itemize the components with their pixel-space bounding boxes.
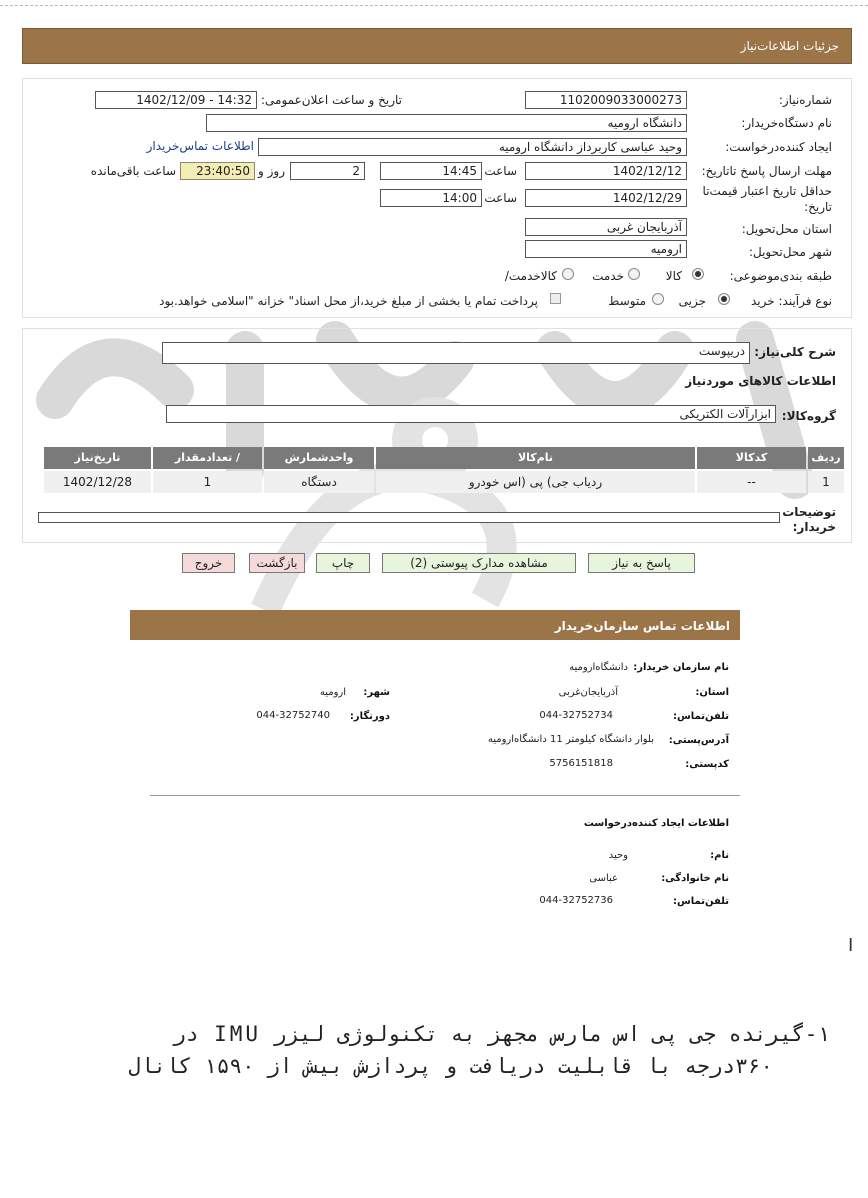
view-attachments-button[interactable]: مشاهده مدارک پیوستی (2) bbox=[382, 553, 576, 573]
province-label: استان محل‌تحویل: bbox=[741, 222, 832, 236]
creator-section-title: اطلاعات ایجاد کننده‌درخواست bbox=[583, 818, 729, 829]
creator-name-label: نام: bbox=[710, 850, 729, 861]
buyer-notes-label-2: خریدار: bbox=[792, 520, 836, 534]
category-option-goods: کالا bbox=[665, 269, 682, 283]
creator-family-value: عباسی bbox=[589, 873, 618, 884]
contact-divider bbox=[150, 795, 740, 796]
process-radio-minor[interactable] bbox=[718, 293, 730, 305]
buyer-org-field: دانشگاه ارومیه bbox=[206, 114, 687, 132]
category-label: طبقه بندی‌موضوعی: bbox=[729, 269, 832, 283]
text-cursor-icon: I bbox=[848, 935, 854, 956]
treasury-payment-checkbox[interactable] bbox=[550, 293, 561, 304]
table-cell-code: -- bbox=[697, 471, 806, 493]
table-cell-name: ردیاب جی) پی (اس خودرو bbox=[376, 471, 695, 493]
contact-province-label: استان: bbox=[695, 687, 729, 698]
validity-time-field: 14:00 bbox=[380, 189, 482, 207]
creator-label: ایجاد کننده‌درخواست: bbox=[725, 140, 832, 154]
buyer-notes-field bbox=[38, 512, 780, 523]
validity-date-field: 1402/12/29 bbox=[525, 189, 687, 207]
category-radio-goods-service[interactable] bbox=[562, 268, 574, 280]
need-description-label: شرح کلی‌نیاز: bbox=[754, 345, 836, 359]
buyer-contact-link[interactable]: اطلاعات تماس‌خریدار bbox=[146, 139, 254, 153]
top-divider bbox=[0, 5, 868, 6]
table-cell-qty: 1 bbox=[153, 471, 262, 493]
header-bar bbox=[22, 28, 852, 64]
province-field: آذربایجان غربی bbox=[525, 218, 687, 236]
goods-group-field: ابزارآلات الکتریکی bbox=[166, 405, 776, 423]
table-cell-date: 1402/12/28 bbox=[44, 471, 151, 493]
creator-phone-value: 044-32752736 bbox=[539, 895, 613, 906]
contact-city-value: ارومیه bbox=[319, 687, 346, 698]
contact-city-label: شهر: bbox=[363, 687, 390, 698]
goods-group-label: گروه‌کالا: bbox=[781, 409, 836, 423]
remaining-time-field: 23:40:50 bbox=[180, 162, 255, 180]
category-radio-goods[interactable] bbox=[692, 268, 704, 280]
table-header-unit: واحدشمارش bbox=[264, 447, 374, 469]
contact-header-bar bbox=[130, 610, 740, 640]
treasury-payment-note: پرداخت تمام یا بخشی از مبلغ خرید،از محل اسناد" خزانه "اسلامی خواهد.بود bbox=[159, 294, 538, 308]
table-header-date: تاریخ‌نیاز bbox=[44, 447, 151, 469]
validity-hour-label: ساعت bbox=[484, 191, 517, 205]
process-option-medium: متوسط bbox=[608, 294, 646, 308]
table-cell-row-num: 1 bbox=[808, 471, 844, 493]
announce-field: 1402/12/09 - 14:32 bbox=[95, 91, 257, 109]
attachment-text-line-2: ۳۶۰درجه با قابلیت دریافت و پردازش بیش از ۱۵۹۰ کانال bbox=[128, 1054, 773, 1078]
city-label: شهر محل‌تحویل: bbox=[748, 245, 832, 259]
table-header-row-num: ردیف bbox=[808, 447, 844, 469]
back-button[interactable]: بازگشت bbox=[249, 553, 305, 573]
need-number-field: 1102009033000273 bbox=[525, 91, 687, 109]
goods-section-title: اطلاعات کالاهای موردنیاز bbox=[685, 374, 836, 388]
address-value: بلوار دانشگاه کیلومتر 11 دانشگاه‌ارومیه bbox=[487, 734, 654, 745]
deadline-date-field: 1402/12/12 bbox=[525, 162, 687, 180]
process-radio-medium[interactable] bbox=[652, 293, 664, 305]
creator-family-label: نام خانوادگی: bbox=[661, 873, 729, 884]
need-description-field: دریپوست bbox=[162, 342, 750, 364]
postal-code-label: کدپستی: bbox=[685, 759, 729, 770]
category-option-goods-service: کالا‌خدمت/ bbox=[504, 269, 557, 283]
contact-province-value: آذربایجان‌غربی bbox=[558, 687, 618, 698]
need-number-label: شماره‌نیاز: bbox=[778, 93, 832, 107]
attachment-text-line-1: ۱-گیرنده جی پی اس مارس مجهز به تکنولوژی لیزر IMU در bbox=[173, 1022, 830, 1046]
days-field: 2 bbox=[290, 162, 365, 180]
exit-button[interactable]: خروج bbox=[182, 553, 235, 573]
deadline-label: مهلت ارسال پاسخ تا‌تاریخ: bbox=[701, 164, 832, 178]
page-title: جزئیات اطلاعات‌نیاز bbox=[740, 39, 839, 53]
postal-code-value: 5756151818 bbox=[549, 758, 613, 769]
table-header-qty: تعدادمقدار / bbox=[153, 447, 262, 469]
creator-name-value: وحید bbox=[608, 850, 628, 861]
buyer-notes-label-1: توضیحات bbox=[782, 505, 836, 519]
org-value: دانشگاه‌ارومیه bbox=[569, 662, 628, 673]
print-button[interactable]: چاپ bbox=[316, 553, 370, 573]
announce-label: تاریخ و ساعت اعلان‌عمومی: bbox=[260, 93, 402, 107]
validity-label-1: حداقل تاریخ اعتبار قیمت‌تا bbox=[702, 184, 832, 198]
city-field: ارومیه bbox=[525, 240, 687, 258]
table-header-code: کدکالا bbox=[697, 447, 806, 469]
table-header-name: نام‌کالا bbox=[376, 447, 695, 469]
table-cell-unit: دستگاه bbox=[264, 471, 374, 493]
creator-field: وحید عباسی کاربرداز دانشگاه ارومیه bbox=[258, 138, 687, 156]
creator-phone-label: تلفن‌تماس: bbox=[672, 896, 729, 907]
deadline-hour-label: ساعت bbox=[484, 164, 517, 178]
reply-to-need-button[interactable]: پاسخ به نیاز bbox=[588, 553, 695, 573]
buyer-org-label: نام دستگاه‌خریدار: bbox=[741, 116, 832, 130]
contact-title: اطلاعات تماس سازمان‌خریدار bbox=[554, 619, 730, 633]
category-option-service: خدمت bbox=[592, 269, 624, 283]
process-option-minor: جزیی bbox=[678, 294, 706, 308]
fax-label: دورنگار: bbox=[349, 711, 390, 722]
remaining-label: ساعت باقی‌مانده bbox=[90, 164, 176, 178]
org-label: نام سازمان خریدار: bbox=[633, 662, 729, 673]
contact-phone-label: تلفن‌تماس: bbox=[672, 711, 729, 722]
fax-value: 044-32752740 bbox=[256, 710, 330, 721]
deadline-time-field: 14:45 bbox=[380, 162, 482, 180]
validity-label-2: تاریخ: bbox=[804, 200, 832, 214]
process-label: نوع فرآیند: خرید bbox=[751, 294, 832, 308]
address-label: آدرس‌پستی: bbox=[668, 735, 729, 746]
days-label: روز و bbox=[258, 164, 285, 178]
category-radio-service[interactable] bbox=[628, 268, 640, 280]
contact-phone-value: 044-32752734 bbox=[539, 710, 613, 721]
